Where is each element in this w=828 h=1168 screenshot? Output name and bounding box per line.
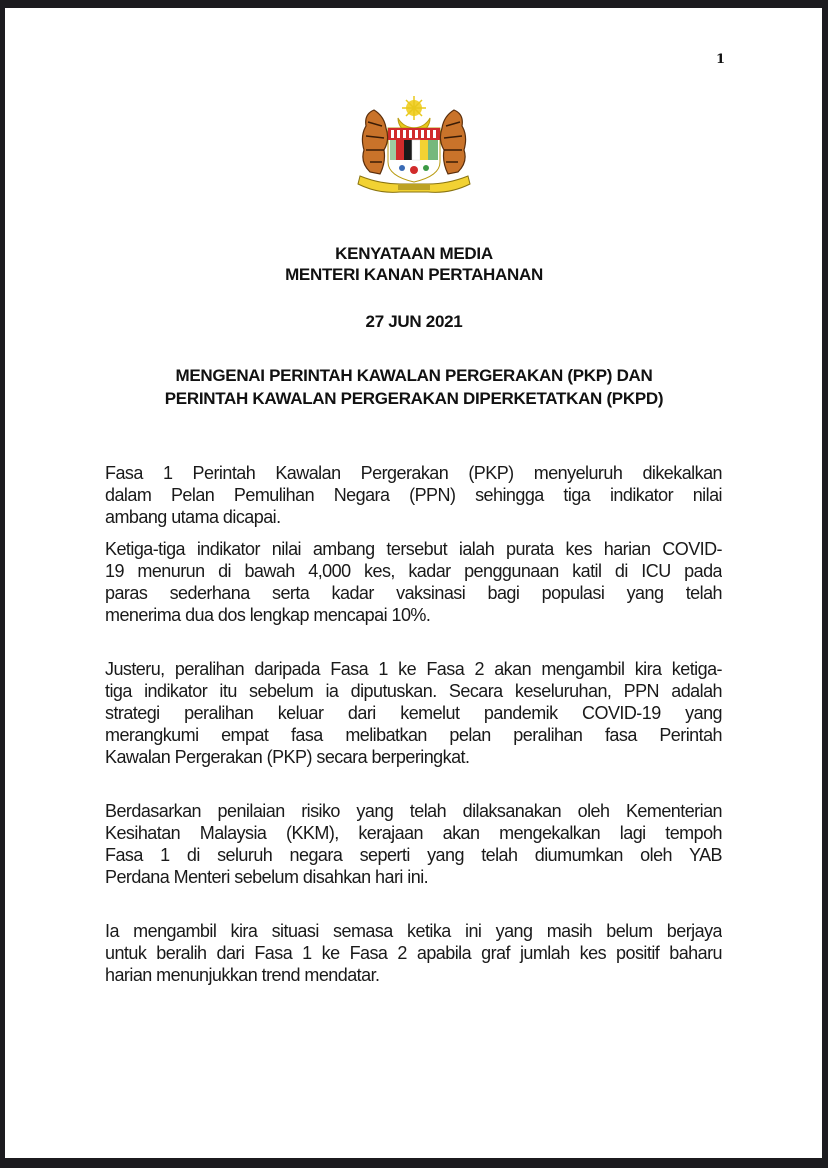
paragraph-line: Fasa 1 di seluruh negara seperti yang telah diumumkan oleh YAB (105, 845, 722, 865)
paragraph-4 (105, 800, 722, 888)
paragraph-line: paras sederhana serta kadar vaksinasi bagi populasi yang telah (105, 583, 722, 603)
title-line-2: PERINTAH KAWALAN PERGERAKAN DIPERKETATKAN (PKPD) (164, 389, 664, 408)
paragraph-line: Berdasarkan penilaian risiko yang telah dilaksanakan oleh Kementerian (105, 801, 722, 821)
paragraph-5 (105, 920, 722, 986)
paragraph-line: Ketiga-tiga indikator nilai ambang tersebut ialah purata kes harian COVID- (105, 539, 722, 559)
paragraph-3 (105, 658, 722, 768)
paragraph-line: menerima dua dos lengkap mencapai 10%. (105, 605, 431, 625)
paragraph-line: Ia mengambil kira situasi semasa ketika ini yang masih belum berjaya (105, 921, 722, 941)
page-number: 1 (716, 52, 726, 67)
heading-kenyataan-media: KENYATAAN MEDIA (335, 244, 493, 263)
paragraph-line: Kawalan Pergerakan (PKP) secara berperingkat. (105, 747, 470, 767)
paragraph-line: dalam Pelan Pemulihan Negara (PPN) sehingga tiga indikator nilai (105, 485, 722, 505)
paragraph-line: untuk beralih dari Fasa 1 ke Fasa 2 apabila graf jumlah kes positif baharu (105, 943, 722, 963)
heading-date: 27 JUN 2021 (365, 312, 463, 331)
paragraph-line: strategi peralihan keluar dari kemelut pandemik COVID-19 yang (105, 703, 722, 723)
paragraph-line: Fasa 1 Perintah Kawalan Pergerakan (PKP) menyeluruh dikekalkan (105, 463, 722, 483)
heading-ministry: MENTERI KANAN PERTAHANAN (285, 265, 543, 284)
paragraph-1 (105, 462, 722, 528)
paragraph-2 (105, 538, 722, 626)
paragraph-line: 19 menurun di bawah 4,000 kes, kadar penggunaan katil di ICU pada (105, 561, 722, 581)
paragraph-line: tiga indikator itu sebelum ia diputuskan. Secara keseluruhan, PPN adalah (105, 681, 722, 701)
paragraph-line: Perdana Menteri sebelum disahkan hari ini. (105, 867, 429, 887)
paragraph-line: Justeru, peralihan daripada Fasa 1 ke Fasa 2 akan mengambil kira ketiga- (105, 659, 722, 679)
paragraph-line: harian menunjukkan trend mendatar. (105, 965, 380, 985)
tiger-left-icon (362, 110, 387, 174)
tiger-right-icon (440, 110, 465, 174)
coat-of-arms-logo (350, 92, 478, 196)
paragraph-line: merangkumi empat fasa melibatkan pelan peralihan fasa Perintah (105, 725, 722, 745)
paragraph-line: Kesihatan Malaysia (KKM), kerajaan akan mengekalkan lagi tempoh (105, 823, 722, 843)
paragraph-line: ambang utama dicapai. (105, 507, 281, 527)
title-line-1: MENGENAI PERINTAH KAWALAN PERGERAKAN (PKP) DAN (175, 366, 653, 385)
